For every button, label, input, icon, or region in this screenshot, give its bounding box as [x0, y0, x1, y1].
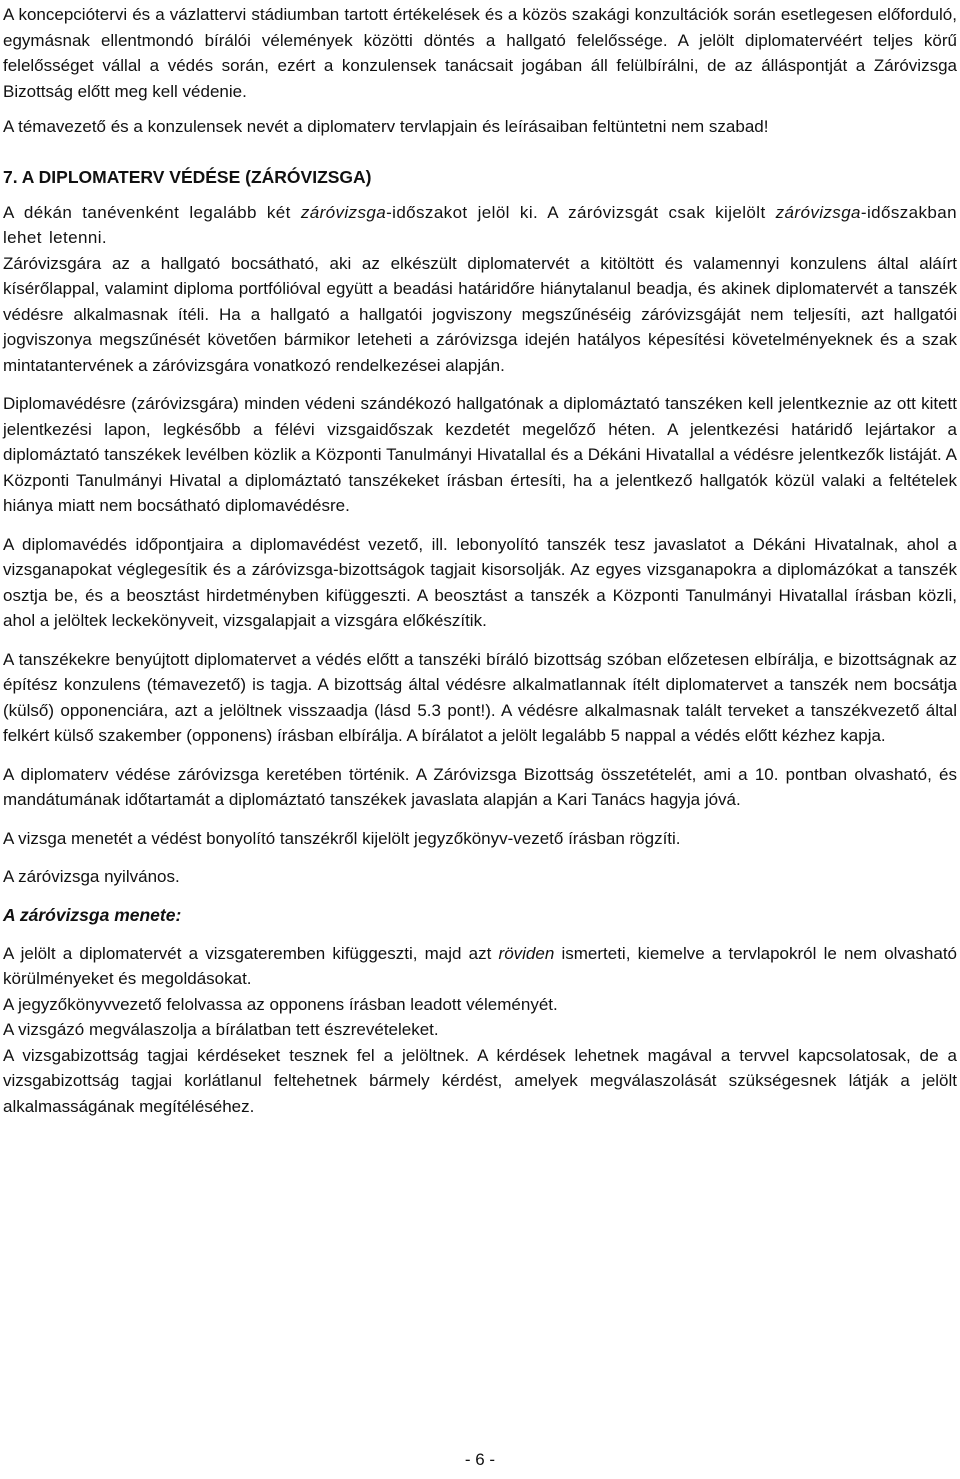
- paragraph-questions: A vizsgabizottság tagjai kérdéseket tesznek fel a jelöltnek. A kérdések lehetnek magával a tervvel kapcsolatosak, de a vizsgabizottság tagjai korlátlanul feltehetnek bármely kérdést, amelyek megválaszolását szükségesnek látják a jelölt alkalmasságának megítéléséhez.: [3, 1045, 957, 1116]
- paragraph-scheduling: A diplomavédés időpontjaira a diplomavédést vezető, ill. lebonyolító tanszék tesz javaslatot a Dékáni Hivatalnak, ahol a vizsganapokat véglegesítik és a záróvizsga-bizottságok tagjait kisorsolják. Az egyes vizsganapokra a diplomázókat a tanszék osztja be, és a beosztást hirdetményben kifüggeszti. A beosztást a tanszék a Központi Tanulmányi Hivatallal írásban közli, ahol a jelöltek leckekönyveit, vizsgalapjait a vizsgára előkészítik.: [3, 534, 957, 630]
- paragraph-registration: Diplomavédésre (záróvizsgára) minden védeni szándékozó hallgatónak a diplomáztató tanszéken kell jelentkeznie az ott kitett jelentkezési lapon, legkésőbb a félévi vizsgaidőszak kezdetét megelőző héten. A jelentkezési határidő lejártakor a diplomáztató tanszékek levélben közlik a Központi Tanulmányi Hivatallal és a Dékáni Hivatallal a védésre jelentkezők listáját. A Központi Tanulmányi Hivatal a diplomáztató tanszékeket írásban értesíti, ha a jelentkező hallgatók közül valaki a feltételek hiánya miatt nem bocsátható diplomavédésre.: [3, 394, 957, 515]
- paragraph-names-forbidden: A témavezető és a konzulensek nevét a diplomaterv tervlapjain és leírásaiban feltüntetni nem szabad!: [3, 117, 769, 136]
- document-page: [3, 2, 957, 1119]
- paragraph-public: A záróvizsga nyilvános.: [3, 867, 180, 886]
- paragraph-answers: A vizsgázó megválaszolja a bírálatban tett észrevételeket.: [3, 1020, 439, 1039]
- paragraph-exam-periods: A dékán tanévenként legalább két záróvizsga-időszakot jelöl ki. A záróvizsgát csak kijelölt záróvizsga-időszakban lehet letenni.: [3, 202, 957, 247]
- paragraph-opponent-read: A jegyzőkönyvvezető felolvassa az opponens írásban leadott véleményét.: [3, 994, 558, 1014]
- paragraph-minutes: A vizsga menetét a védést bonyolító tanszékről kijelölt jegyzőkönyv-vezető írásban rögzíti.: [3, 828, 681, 848]
- paragraph-admission: Záróvizsgára az a hallgató bocsátható, aki az elkészült diplomatervét a kitöltött és valamennyi konzulens által aláírt kísérőlappal, valamint diploma portfólióval együtt a beadási határidőre hiánytalanul beadja, és akinek diplomatervét a tanszék védésre alkalmasnak ítéli. Ha a hallgató a hallgatói jogviszony megszűnéséig záróvizsgáját nem teljesíti, azt hallgatói jogviszonya megszűnését követően bármikor leteheti a záróvizsga idején hatályos képesítési követelményeknek és a szak mintatantervének a záróvizsgára vonatkozó rendelkezései alapján.: [3, 253, 957, 375]
- paragraph-committee: A diplomaterv védése záróvizsga keretében történik. A Záróvizsga Bizottság összetételét, ami a 10. pontban olvasható, és mandátumának időtartamát a diplomáztató tanszékek javaslata alapján a Kari Tanács hagyja jóvá.: [3, 764, 957, 809]
- page-number: - 6 -: [464, 1450, 496, 1469]
- section-heading: 7. A DIPLOMATERV VÉDÉSE (ZÁRÓVIZSGA): [3, 166, 372, 187]
- paragraph-review: A tanszékekre benyújtott diplomatervet a védés előtt a tanszéki bíráló bizottság szóban előzetesen elbírálja, e bizottságnak az építész konzulens (témavezető) is tagja. A bizottság által védésre alkalmatlannak ítélt diplomatervet a tanszék nem bocsátja (külső) opponenciára, azt a jelöltnek visszaadja (lásd 5.3 pont!). A védésre alkalmasnak talált terveket a tanszékvezető által felkért külső szakember (opponens) írásban elbírálja. A bírálatot a jelölt legalább 5 nappal a védés előtt kézhez kapja.: [3, 649, 957, 745]
- paragraph-presentation: A jelölt a diplomatervét a vizsgateremben kifüggeszti, majd azt röviden ismerteti, kiemelve a tervlapokról le nem olvasható körülményeket és megoldásokat.: [3, 943, 957, 988]
- subheading-procedure: A záróvizsga menete:: [3, 904, 182, 925]
- paragraph-responsibility: A koncepciótervi és a vázlattervi stádiumban tartott értékelések és a közös szakági konzultációk során esetlegesen előforduló, egymásnak ellentmondó bírálói vélemények közötti döntés a hallgató felelőssége. A jelölt diplomatervéért teljes körű felelősséget vállal a védés során, ezért a konzulensek tanácsait jogában áll felülbírálni, de az álláspontját a Záróvizsga Bizottság előtt meg kell védenie.: [3, 5, 957, 101]
